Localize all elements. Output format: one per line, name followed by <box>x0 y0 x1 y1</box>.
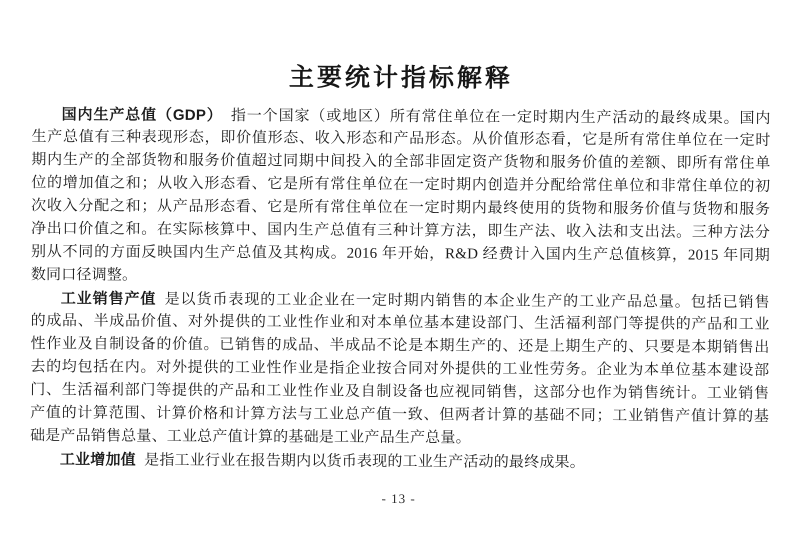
page-title: 主要统计指标解释 <box>288 63 513 93</box>
text-line: 的成品、半成品价值、对外提供的工业性作业和对本单位基本建设部门、生活福利部门等提供的产品和工业 <box>30 313 770 333</box>
text-line: 次收入分配之和；从产品形态看、它是所有常住单位在一定时期内最终使用的货物和服务价值与货物和服务 <box>31 198 771 218</box>
text-run: 是以货币表现的工业企业在一定时期内销售的本企业生产的工业产品总量。包括已销售 <box>164 291 770 311</box>
body-text <box>30 103 771 475</box>
text-line: 生产总值有三种表现形态，即价值形态、收入形态和产品形态。从价值形态看，它是所有常住单位在一定时 <box>31 129 771 149</box>
text-line: 础是产品销售总量、工业总产值计算的基础是工业产品生产总量。 <box>29 428 471 447</box>
text-line: 位的增加值之和；从收入形态看、它是所有常住单位在一定时期内创造并分配给常住单位和非常住单位的初 <box>31 175 771 195</box>
paragraph-industrial-sales-output <box>30 287 770 452</box>
term-industrial-added-value: 工业增加值 <box>59 451 136 469</box>
text-line: 产值的计算范围、计算价格和计算方法与工业总产值一致、但两者计算的基础不同；工业销售产值计算的基 <box>30 405 770 425</box>
term-industrial-sales-output: 工业销售产值 <box>60 290 157 308</box>
text-run: 指一个国家（或地区）所有常住单位在一定时期内生产活动的最终成果。国内 <box>230 108 771 127</box>
text-line: 数同口径调整。 <box>30 267 138 284</box>
text-line: 期内生产的全部货物和服务价值超过同期中间投入的全部非固定资产货物和服务价值的差额、即所有常住单 <box>31 152 771 172</box>
text-run: 是指工业行业在报告期内以货币表现的工业生产活动的最终成果。 <box>144 452 585 471</box>
page-number: - 13 - <box>381 490 416 507</box>
text-line: 去的均包括在内。对外提供的工业性作业是指企业按合同对外提供的工业性劳务。企业为本单位基本建设部 <box>30 359 770 379</box>
text-line <box>30 448 769 475</box>
term-gdp: 国内生产总值（GDP） <box>61 106 223 125</box>
paragraph-industrial-added-value <box>30 448 769 475</box>
text-line: 别从不同的方面反映国内生产总值及其构成。2016 年开始，R&D 经费计入国内生产总值核算，2015 年同期 <box>30 244 770 264</box>
text-line: 净出口价值之和。在实际核算中、国内生产总值有三种计算方法，即生产法、收入法和支出法。三种方法分 <box>31 221 771 241</box>
text-line: 性作业及自制设备的价值。已销售的成品、半成品不论是本期生产的、还是上期生产的、只要是本期销售出 <box>30 336 770 356</box>
text-line: 门、生活福利部门等提供的产品和工业性作业及自制设备也应视同销售，这部分也作为销售统计。工业销售 <box>30 382 770 402</box>
paragraph-gdp <box>31 103 771 291</box>
